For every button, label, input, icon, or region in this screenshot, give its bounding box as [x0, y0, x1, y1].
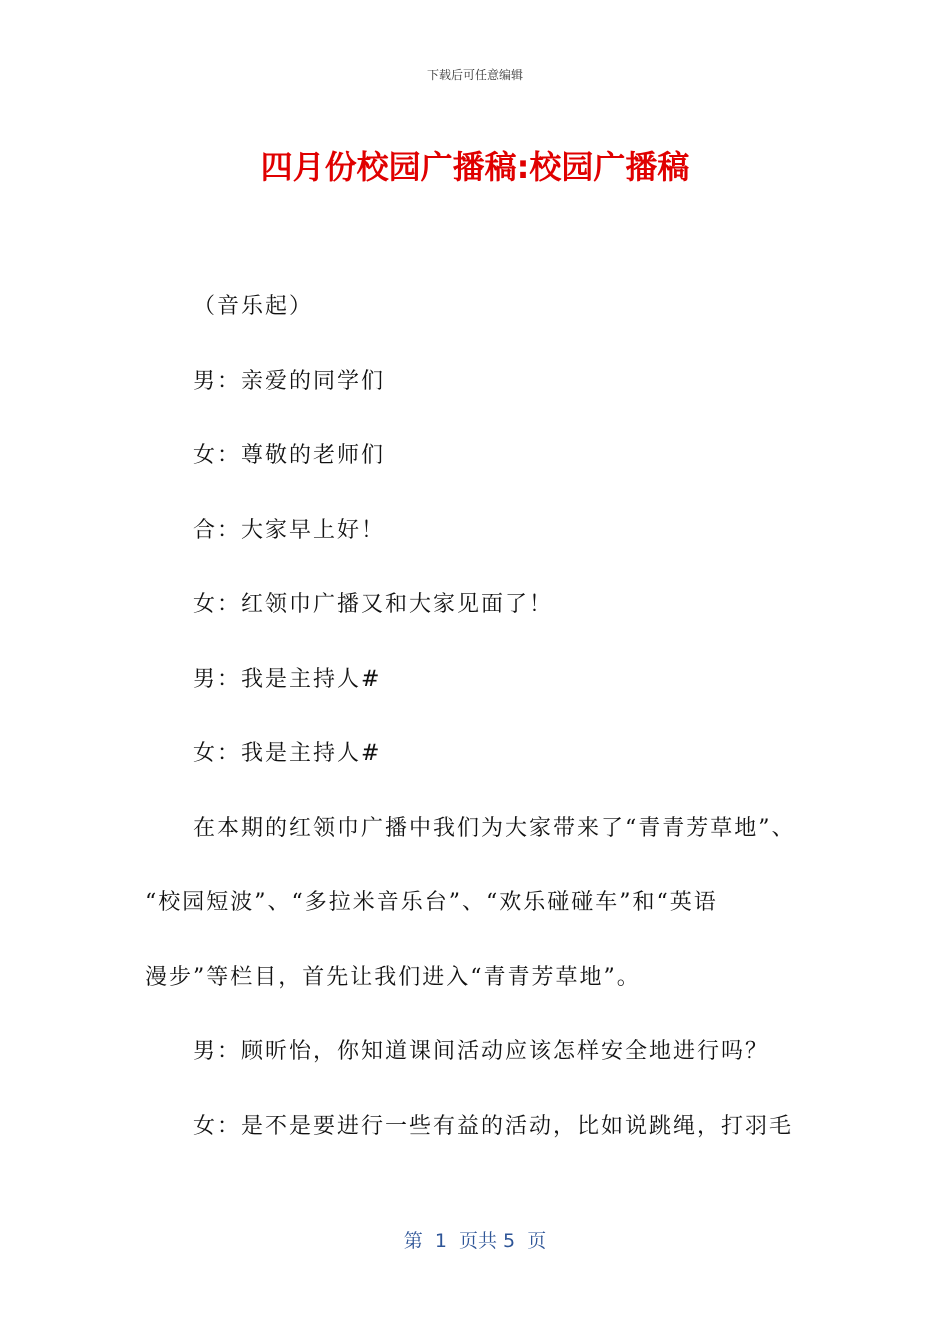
- paragraph: 女：是不是要进行一些有益的活动，比如说跳绳，打羽毛: [193, 1113, 794, 1139]
- paragraph: 女：红领巾广播又和大家见面了！: [193, 592, 554, 617]
- paragraph: 男：我是主持人#: [193, 666, 382, 692]
- paragraph: 合：大家早上好！: [193, 517, 386, 543]
- header-note: 下载后可任意编辑: [426, 68, 523, 82]
- paragraph: 漫步”等栏目，首先让我们进入“青青芳草地”。: [145, 964, 641, 990]
- document-body: [145, 270, 810, 1164]
- paragraph: “校园短波”、“多拉米音乐台”、“欢乐碰碰车”和“英语: [145, 890, 718, 915]
- paragraph: 男：顾昕怡，你知道课间活动应该怎样安全地进行吗？: [193, 1039, 770, 1064]
- paragraph: 男：亲爱的同学们: [193, 368, 386, 394]
- paragraph: 在本期的红领巾广播中我们为大家带来了“青青芳草地”、: [193, 815, 796, 841]
- document-title: 四月份校园广播稿:校园广播稿: [260, 148, 690, 186]
- page-footer: 第 1 页共 5 页: [403, 1230, 547, 1252]
- paragraph: （音乐起）: [193, 294, 314, 319]
- paragraph: 女：尊敬的老师们: [193, 443, 386, 468]
- paragraph: 女：我是主持人#: [193, 741, 382, 766]
